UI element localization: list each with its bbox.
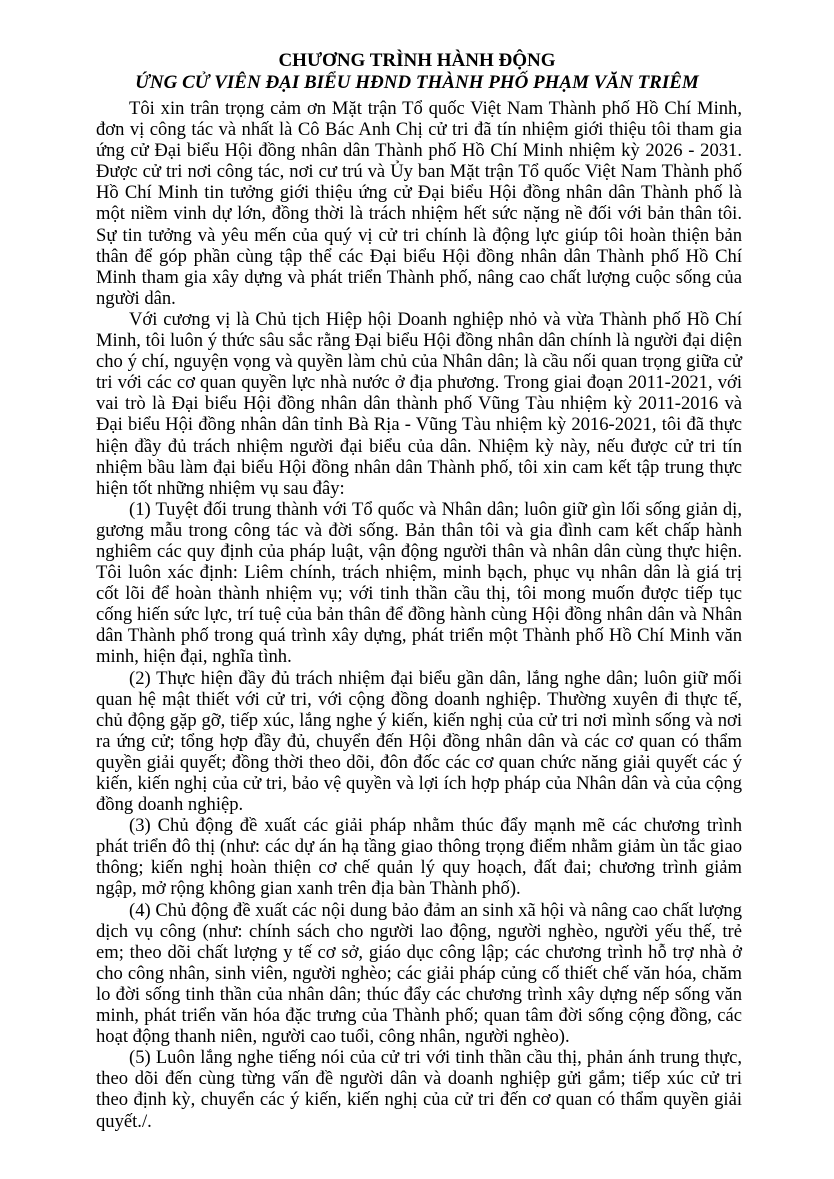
- paragraph-task-2: (2) Thực hiện đầy đủ trách nhiệm đại biểu gần dân, lắng nghe dân; luôn giữ mối quan hệ mật thiết với cử tri, với cộng đồng doanh nghiệp. Thường xuyên đi thực tế, chủ động gặp gỡ, tiếp xúc, lắng nghe ý kiến, kiến nghị của cử tri nơi mình sống và nơi ra ứng cử; tổng hợp đầy đủ, chuyển đến Hội đồng nhân dân và các cơ quan có thẩm quyền giải quyết; đồng thời theo dõi, đôn đốc các cơ quan chức năng giải quyết các ý kiến, kiến nghị của cử tri, bảo vệ quyền và lợi ích hợp pháp của Nhân dân và của cộng đồng doanh nghiệp.: [96, 667, 742, 816]
- paragraph-task-1: (1) Tuyệt đối trung thành với Tổ quốc và Nhân dân; luôn giữ gìn lối sống giản dị, gương mẫu trong công tác và đời sống. Bản thân tôi và gia đình cam kết chấp hành nghiêm các quy định của pháp luật, vận động người thân và nhân dân cùng thực hiện. Tôi luôn xác định: Liêm chính, trách nhiệm, minh bạch, phục vụ nhân dân là giá trị cốt lõi để hoàn thành nhiệm vụ; với tinh thần cầu thị, tôi mong muốn được tiếp tục cống hiến sức lực, trí tuệ của bản thân để đồng hành cùng Hội đồng nhân dân và Nhân dân Thành phố trong quá trình xây dựng, phát triển một Thành phố Hồ Chí Minh văn minh, hiện đại, nghĩa tình.: [96, 498, 742, 668]
- document-body: [96, 98, 742, 1132]
- paragraph-commitment: Với cương vị là Chủ tịch Hiệp hội Doanh nghiệp nhỏ và vừa Thành phố Hồ Chí Minh, tôi luôn ý thức sâu sắc rằng Đại biểu Hội đồng nhân dân chính là người đại diện cho ý chí, nguyện vọng và quyền làm chủ của Nhân dân; là cầu nối quan trọng giữa cử tri với các cơ quan quyền lực nhà nước ở địa phương. Trong giai đoạn 2011-2021, với vai trò là Đại biểu Hội đồng nhân dân thành phố Vũng Tàu nhiệm kỳ 2011-2016 và Đại biểu Hội đồng nhân dân tỉnh Bà Rịa - Vũng Tàu nhiệm kỳ 2016-2021, tôi đã thực hiện đầy đủ trách nhiệm người đại biểu của dân. Nhiệm kỳ này, nếu được cử tri tín nhiệm bầu làm đại biểu Hội đồng nhân dân Thành phố, tôi xin cam kết tập trung thực hiện tốt những nhiệm vụ sau đây:: [96, 308, 742, 499]
- paragraph-task-5: (5) Luôn lắng nghe tiếng nói của cử tri với tinh thần cầu thị, phản ánh trung thực, theo dõi đến cùng từng vấn đề người dân và doanh nghiệp gửi gắm; tiếp xúc cử tri theo định kỳ, chuyển các ý kiến, kiến nghị của cử tri đến cơ quan có thẩm quyền giải quyết./.: [96, 1047, 742, 1132]
- document-subtitle: ỨNG CỬ VIÊN ĐẠI BIỂU HĐND THÀNH PHỐ PHẠM VĂN TRIÊM: [135, 72, 699, 93]
- paragraph-intro: Tôi xin trân trọng cảm ơn Mặt trận Tổ quốc Việt Nam Thành phố Hồ Chí Minh, đơn vị công tác và nhất là Cô Bác Anh Chị cử tri đã tín nhiệm giới thiệu tôi tham gia ứng cử Đại biểu Hội đồng nhân dân Thành phố Hồ Chí Minh nhiệm kỳ 2026 - 2031. Được cử tri nơi công tác, nơi cư trú và Ủy ban Mặt trận Tổ quốc Việt Nam Thành phố Hồ Chí Minh tin tưởng giới thiệu ứng cử Đại biểu Hội đồng nhân dân Thành phố là một niềm vinh dự lớn, đồng thời là trách nhiệm hết sức nặng nề đối với bản thân tôi. Sự tin tưởng và yêu mến của quý vị cử tri chính là động lực giúp tôi hoàn thiện bản thân để góp phần cùng tập thể các Đại biểu Hội đồng nhân dân Thành phố Hồ Chí Minh tham gia xây dựng và phát triển Thành phố, nâng cao chất lượng cuộc sống của người dân.: [96, 98, 742, 309]
- paragraph-task-4: (4) Chủ động đề xuất các nội dung bảo đảm an sinh xã hội và nâng cao chất lượng dịch vụ công (như: chính sách cho người lao động, người nghèo, người yếu thế, trẻ em; theo dõi chất lượng y tế cơ sở, giáo dục công lập; các chương trình hỗ trợ nhà ở cho công nhân, sinh viên, người nghèo; các giải pháp củng cố thiết chế văn hóa, chăm lo đời sống tinh thần của nhân dân; thúc đẩy các chương trình xây dựng nếp sống văn minh, phát triển văn hóa đặc trưng của Thành phố; quan tâm đời sống cộng đồng, các hoạt động thanh niên, người cao tuổi, công nhân, người nghèo).: [96, 899, 742, 1048]
- document-title: CHƯƠNG TRÌNH HÀNH ĐỘNG: [278, 50, 556, 71]
- paragraph-task-3: (3) Chủ động đề xuất các giải pháp nhằm thúc đẩy mạnh mẽ các chương trình phát triển đô thị (như: các dự án hạ tầng giao thông trọng điểm nhằm giảm ùn tắc giao thông; kiến nghị hoàn thiện cơ chế quản lý quy hoạch, đất đai; chương trình giảm ngập, mở rộng không gian xanh trên địa bàn Thành phố).: [96, 815, 742, 900]
